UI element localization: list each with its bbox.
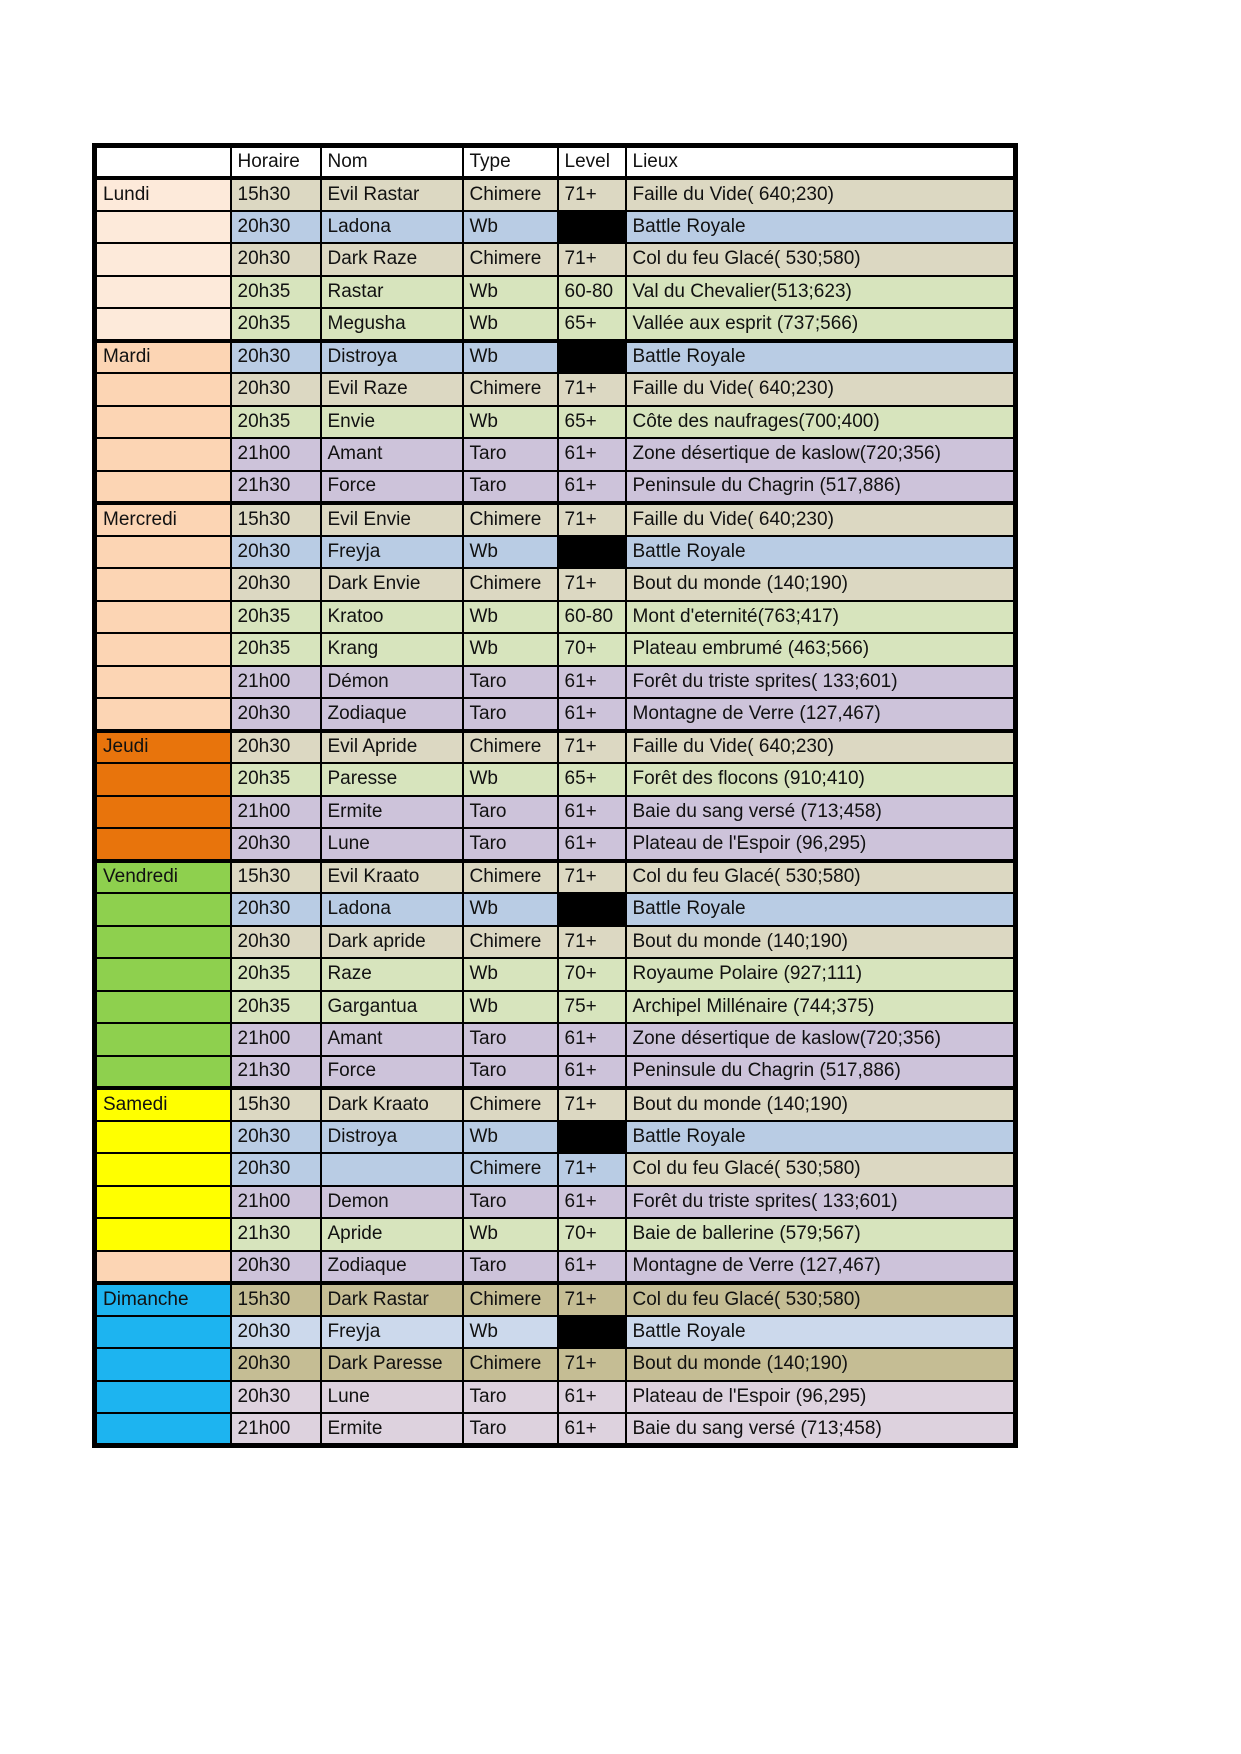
cell-level: 70+	[558, 633, 626, 666]
cell-nom: Dark Envie	[321, 568, 463, 601]
day-cell-label: Mardi	[95, 341, 231, 374]
cell-lieux: Archipel Millénaire (744;375)	[626, 991, 1016, 1024]
day-cell	[95, 926, 231, 959]
cell-horaire: 20h30	[231, 1316, 321, 1349]
cell-level: 70+	[558, 958, 626, 991]
cell-type: Taro	[463, 1186, 558, 1219]
cell-horaire: 20h30	[231, 341, 321, 374]
day-cell	[95, 243, 231, 276]
schedule-row	[95, 666, 1016, 699]
cell-horaire: 20h30	[231, 926, 321, 959]
cell-level	[558, 893, 626, 926]
cell-level: 61+	[558, 698, 626, 731]
cell-type: Taro	[463, 828, 558, 861]
cell-level	[558, 211, 626, 244]
cell-horaire: 15h30	[231, 1088, 321, 1121]
cell-nom: Distroya	[321, 1121, 463, 1154]
day-cell	[95, 958, 231, 991]
cell-nom: Dark Raze	[321, 243, 463, 276]
cell-type: Wb	[463, 601, 558, 634]
cell-level: 70+	[558, 1218, 626, 1251]
cell-horaire: 20h35	[231, 276, 321, 309]
cell-horaire: 21h00	[231, 666, 321, 699]
cell-type: Taro	[463, 1023, 558, 1056]
cell-level: 71+	[558, 503, 626, 536]
cell-nom: Dark apride	[321, 926, 463, 959]
cell-level: 61+	[558, 828, 626, 861]
cell-type: Wb	[463, 406, 558, 439]
cell-type: Wb	[463, 763, 558, 796]
cell-horaire: 20h35	[231, 308, 321, 341]
cell-type: Wb	[463, 308, 558, 341]
cell-nom: Paresse	[321, 763, 463, 796]
schedule-row	[95, 861, 1016, 894]
cell-nom: Distroya	[321, 341, 463, 374]
day-cell	[95, 471, 231, 504]
cell-lieux: Faille du Vide( 640;230)	[626, 373, 1016, 406]
cell-nom: Raze	[321, 958, 463, 991]
cell-type: Chimere	[463, 243, 558, 276]
column-header-level: Level	[558, 146, 626, 179]
cell-horaire: 20h30	[231, 698, 321, 731]
cell-level: 71+	[558, 861, 626, 894]
cell-lieux: Faille du Vide( 640;230)	[626, 503, 1016, 536]
cell-lieux: Mont d'eternité(763;417)	[626, 601, 1016, 634]
cell-level: 61+	[558, 1186, 626, 1219]
cell-horaire: 20h30	[231, 243, 321, 276]
cell-level: 75+	[558, 991, 626, 1024]
schedule-row	[95, 633, 1016, 666]
cell-type: Taro	[463, 666, 558, 699]
cell-nom: Dark Kraato	[321, 1088, 463, 1121]
cell-level: 71+	[558, 1153, 626, 1186]
cell-type: Wb	[463, 1218, 558, 1251]
column-header-type: Type	[463, 146, 558, 179]
column-header-day	[95, 146, 231, 179]
cell-horaire: 21h00	[231, 1413, 321, 1446]
schedule-row	[95, 178, 1016, 211]
day-cell-label: Dimanche	[95, 1283, 231, 1316]
cell-type: Wb	[463, 341, 558, 374]
cell-nom: Force	[321, 471, 463, 504]
cell-level: 60-80	[558, 601, 626, 634]
day-cell	[95, 1153, 231, 1186]
cell-type: Chimere	[463, 861, 558, 894]
schedule-row	[95, 731, 1016, 764]
cell-nom: Lune	[321, 828, 463, 861]
schedule-row	[95, 1348, 1016, 1381]
schedule-row	[95, 503, 1016, 536]
day-cell	[95, 601, 231, 634]
cell-level	[558, 341, 626, 374]
cell-lieux: Col du feu Glacé( 530;580)	[626, 1153, 1016, 1186]
header-row	[95, 146, 1016, 179]
cell-lieux: Baie du sang versé (713;458)	[626, 796, 1016, 829]
cell-lieux: Battle Royale	[626, 1316, 1016, 1349]
cell-horaire: 20h30	[231, 1121, 321, 1154]
cell-type: Wb	[463, 991, 558, 1024]
cell-lieux: Plateau de l'Espoir (96,295)	[626, 828, 1016, 861]
cell-nom: Krang	[321, 633, 463, 666]
cell-horaire: 20h30	[231, 536, 321, 569]
cell-type: Taro	[463, 438, 558, 471]
cell-lieux: Battle Royale	[626, 1121, 1016, 1154]
schedule-row	[95, 1186, 1016, 1219]
cell-level: 65+	[558, 406, 626, 439]
cell-level: 71+	[558, 731, 626, 764]
schedule-row	[95, 438, 1016, 471]
cell-level: 61+	[558, 438, 626, 471]
cell-lieux: Forêt du triste sprites( 133;601)	[626, 1186, 1016, 1219]
schedule-row	[95, 601, 1016, 634]
day-cell	[95, 666, 231, 699]
schedule-row	[95, 536, 1016, 569]
day-cell	[95, 406, 231, 439]
cell-horaire: 20h30	[231, 211, 321, 244]
cell-type: Taro	[463, 698, 558, 731]
cell-level: 61+	[558, 666, 626, 699]
cell-nom: Freyja	[321, 1316, 463, 1349]
schedule-row	[95, 1088, 1016, 1121]
day-cell	[95, 568, 231, 601]
day-cell	[95, 1186, 231, 1219]
schedule-row	[95, 568, 1016, 601]
schedule-row	[95, 1251, 1016, 1284]
cell-lieux: Bout du monde (140;190)	[626, 1088, 1016, 1121]
cell-nom: Lune	[321, 1381, 463, 1414]
column-header-horaire: Horaire	[231, 146, 321, 179]
cell-level: 71+	[558, 178, 626, 211]
cell-nom: Amant	[321, 438, 463, 471]
day-cell-label: Vendredi	[95, 861, 231, 894]
day-cell	[95, 796, 231, 829]
cell-lieux: Val du Chevalier(513;623)	[626, 276, 1016, 309]
cell-lieux: Plateau embrumé (463;566)	[626, 633, 1016, 666]
cell-level: 71+	[558, 1348, 626, 1381]
cell-level: 61+	[558, 1056, 626, 1089]
schedule-row	[95, 1381, 1016, 1414]
cell-lieux: Col du feu Glacé( 530;580)	[626, 243, 1016, 276]
cell-horaire: 20h35	[231, 991, 321, 1024]
cell-level: 60-80	[558, 276, 626, 309]
day-cell	[95, 763, 231, 796]
cell-horaire: 20h30	[231, 1381, 321, 1414]
cell-horaire: 21h30	[231, 471, 321, 504]
cell-level: 61+	[558, 796, 626, 829]
cell-nom: Envie	[321, 406, 463, 439]
cell-level	[558, 1316, 626, 1349]
cell-nom: Megusha	[321, 308, 463, 341]
schedule-row	[95, 471, 1016, 504]
schedule-row	[95, 211, 1016, 244]
cell-lieux: Forêt du triste sprites( 133;601)	[626, 666, 1016, 699]
schedule-row	[95, 796, 1016, 829]
day-cell	[95, 1023, 231, 1056]
day-cell	[95, 633, 231, 666]
schedule-row	[95, 1316, 1016, 1349]
cell-horaire: 20h35	[231, 601, 321, 634]
cell-horaire: 21h00	[231, 796, 321, 829]
day-cell-label: Lundi	[95, 178, 231, 211]
cell-lieux: Royaume Polaire (927;111)	[626, 958, 1016, 991]
cell-lieux: Baie du sang versé (713;458)	[626, 1413, 1016, 1446]
cell-horaire: 21h00	[231, 438, 321, 471]
cell-type: Chimere	[463, 1348, 558, 1381]
cell-level: 61+	[558, 1251, 626, 1284]
cell-lieux: Peninsule du Chagrin (517,886)	[626, 1056, 1016, 1089]
cell-level: 71+	[558, 1283, 626, 1316]
cell-horaire: 15h30	[231, 178, 321, 211]
cell-type: Chimere	[463, 1283, 558, 1316]
cell-type: Taro	[463, 796, 558, 829]
schedule-row	[95, 243, 1016, 276]
day-cell	[95, 276, 231, 309]
cell-nom: Ladona	[321, 211, 463, 244]
cell-horaire: 21h30	[231, 1218, 321, 1251]
schedule-row	[95, 893, 1016, 926]
cell-lieux: Faille du Vide( 640;230)	[626, 178, 1016, 211]
schedule-row	[95, 958, 1016, 991]
cell-nom: Evil Apride	[321, 731, 463, 764]
cell-lieux: Battle Royale	[626, 341, 1016, 374]
cell-level: 65+	[558, 308, 626, 341]
day-cell	[95, 1413, 231, 1446]
cell-type: Taro	[463, 1381, 558, 1414]
cell-horaire: 20h30	[231, 731, 321, 764]
cell-horaire: 20h30	[231, 828, 321, 861]
schedule-row	[95, 698, 1016, 731]
cell-type: Wb	[463, 893, 558, 926]
cell-horaire: 21h30	[231, 1056, 321, 1089]
cell-type: Taro	[463, 1413, 558, 1446]
cell-type: Wb	[463, 958, 558, 991]
cell-nom: Dark Paresse	[321, 1348, 463, 1381]
column-header-lieux: Lieux	[626, 146, 1016, 179]
cell-level: 71+	[558, 1088, 626, 1121]
schedule-row	[95, 926, 1016, 959]
cell-nom: Ladona	[321, 893, 463, 926]
schedule-table	[92, 143, 1018, 1448]
cell-lieux: Bout du monde (140;190)	[626, 568, 1016, 601]
cell-horaire: 20h30	[231, 568, 321, 601]
cell-horaire: 20h30	[231, 1251, 321, 1284]
day-cell	[95, 211, 231, 244]
cell-lieux: Baie de ballerine (579;567)	[626, 1218, 1016, 1251]
cell-nom: Evil Kraato	[321, 861, 463, 894]
schedule-row	[95, 341, 1016, 374]
cell-level: 71+	[558, 373, 626, 406]
cell-horaire: 20h35	[231, 633, 321, 666]
schedule-row	[95, 1283, 1016, 1316]
day-cell	[95, 1348, 231, 1381]
schedule-row	[95, 308, 1016, 341]
cell-lieux: Vallée aux esprit (737;566)	[626, 308, 1016, 341]
day-cell	[95, 991, 231, 1024]
column-header-nom: Nom	[321, 146, 463, 179]
day-cell	[95, 1381, 231, 1414]
cell-nom: Démon	[321, 666, 463, 699]
cell-horaire: 15h30	[231, 1283, 321, 1316]
cell-nom: Demon	[321, 1186, 463, 1219]
day-cell	[95, 1251, 231, 1284]
cell-nom: Ermite	[321, 1413, 463, 1446]
cell-lieux: Faille du Vide( 640;230)	[626, 731, 1016, 764]
cell-horaire: 20h35	[231, 958, 321, 991]
cell-level: 65+	[558, 763, 626, 796]
cell-type: Wb	[463, 211, 558, 244]
cell-type: Chimere	[463, 731, 558, 764]
schedule-row	[95, 406, 1016, 439]
day-cell	[95, 1056, 231, 1089]
cell-lieux: Zone désertique de kaslow(720;356)	[626, 1023, 1016, 1056]
cell-level: 71+	[558, 243, 626, 276]
day-cell	[95, 308, 231, 341]
cell-type: Chimere	[463, 926, 558, 959]
schedule-row	[95, 1413, 1016, 1446]
cell-type: Wb	[463, 1121, 558, 1154]
cell-horaire: 15h30	[231, 503, 321, 536]
cell-nom: Rastar	[321, 276, 463, 309]
day-cell	[95, 1316, 231, 1349]
schedule-row	[95, 991, 1016, 1024]
cell-nom: Zodiaque	[321, 1251, 463, 1284]
cell-type: Taro	[463, 1251, 558, 1284]
cell-type: Chimere	[463, 1088, 558, 1121]
cell-type: Chimere	[463, 568, 558, 601]
cell-horaire: 20h30	[231, 1153, 321, 1186]
schedule-row	[95, 1023, 1016, 1056]
cell-horaire: 21h00	[231, 1186, 321, 1219]
day-cell	[95, 828, 231, 861]
cell-level	[558, 1121, 626, 1154]
cell-nom: Evil Envie	[321, 503, 463, 536]
cell-horaire: 21h00	[231, 1023, 321, 1056]
cell-lieux: Battle Royale	[626, 893, 1016, 926]
cell-horaire: 20h35	[231, 406, 321, 439]
schedule-row	[95, 1056, 1016, 1089]
cell-horaire: 20h30	[231, 1348, 321, 1381]
cell-type: Wb	[463, 536, 558, 569]
cell-type: Wb	[463, 633, 558, 666]
day-cell	[95, 1218, 231, 1251]
cell-lieux: Battle Royale	[626, 211, 1016, 244]
cell-level: 61+	[558, 1381, 626, 1414]
cell-level: 71+	[558, 568, 626, 601]
cell-nom: Kratoo	[321, 601, 463, 634]
schedule-row	[95, 373, 1016, 406]
day-cell-label: Mercredi	[95, 503, 231, 536]
cell-horaire: 15h30	[231, 861, 321, 894]
cell-nom: Apride	[321, 1218, 463, 1251]
cell-type: Wb	[463, 276, 558, 309]
cell-horaire: 20h35	[231, 763, 321, 796]
cell-horaire: 20h30	[231, 373, 321, 406]
cell-nom: Dark Rastar	[321, 1283, 463, 1316]
schedule-row	[95, 763, 1016, 796]
day-cell	[95, 438, 231, 471]
cell-nom: Ermite	[321, 796, 463, 829]
cell-type: Wb	[463, 1316, 558, 1349]
day-cell	[95, 698, 231, 731]
cell-lieux: Bout du monde (140;190)	[626, 926, 1016, 959]
day-cell-label: Jeudi	[95, 731, 231, 764]
cell-type: Taro	[463, 471, 558, 504]
cell-lieux: Bout du monde (140;190)	[626, 1348, 1016, 1381]
day-cell	[95, 373, 231, 406]
cell-lieux: Col du feu Glacé( 530;580)	[626, 861, 1016, 894]
cell-nom: Amant	[321, 1023, 463, 1056]
day-cell-label: Samedi	[95, 1088, 231, 1121]
cell-lieux: Zone désertique de kaslow(720;356)	[626, 438, 1016, 471]
cell-level: 61+	[558, 471, 626, 504]
cell-nom: Force	[321, 1056, 463, 1089]
schedule-row	[95, 1121, 1016, 1154]
cell-horaire: 20h30	[231, 893, 321, 926]
cell-lieux: Plateau de l'Espoir (96,295)	[626, 1381, 1016, 1414]
schedule-row	[95, 276, 1016, 309]
cell-level: 61+	[558, 1413, 626, 1446]
cell-nom: Evil Rastar	[321, 178, 463, 211]
cell-nom: Zodiaque	[321, 698, 463, 731]
cell-nom: Evil Raze	[321, 373, 463, 406]
cell-nom: Gargantua	[321, 991, 463, 1024]
schedule-row	[95, 828, 1016, 861]
cell-lieux: Montagne de Verre (127,467)	[626, 1251, 1016, 1284]
cell-lieux: Forêt des flocons (910;410)	[626, 763, 1016, 796]
cell-type: Taro	[463, 1056, 558, 1089]
schedule-table-body	[95, 178, 1016, 1446]
cell-type: Chimere	[463, 503, 558, 536]
schedule-row	[95, 1153, 1016, 1186]
cell-lieux: Montagne de Verre (127,467)	[626, 698, 1016, 731]
cell-level	[558, 536, 626, 569]
cell-nom: Freyja	[321, 536, 463, 569]
cell-nom	[321, 1153, 463, 1186]
cell-type: Chimere	[463, 178, 558, 211]
cell-lieux: Col du feu Glacé( 530;580)	[626, 1283, 1016, 1316]
cell-type: Chimere	[463, 373, 558, 406]
cell-type: Chimere	[463, 1153, 558, 1186]
cell-lieux: Peninsule du Chagrin (517,886)	[626, 471, 1016, 504]
cell-lieux: Côte des naufrages(700;400)	[626, 406, 1016, 439]
cell-level: 71+	[558, 926, 626, 959]
day-cell	[95, 893, 231, 926]
day-cell	[95, 536, 231, 569]
cell-level: 61+	[558, 1023, 626, 1056]
cell-lieux: Battle Royale	[626, 536, 1016, 569]
schedule-row	[95, 1218, 1016, 1251]
day-cell	[95, 1121, 231, 1154]
